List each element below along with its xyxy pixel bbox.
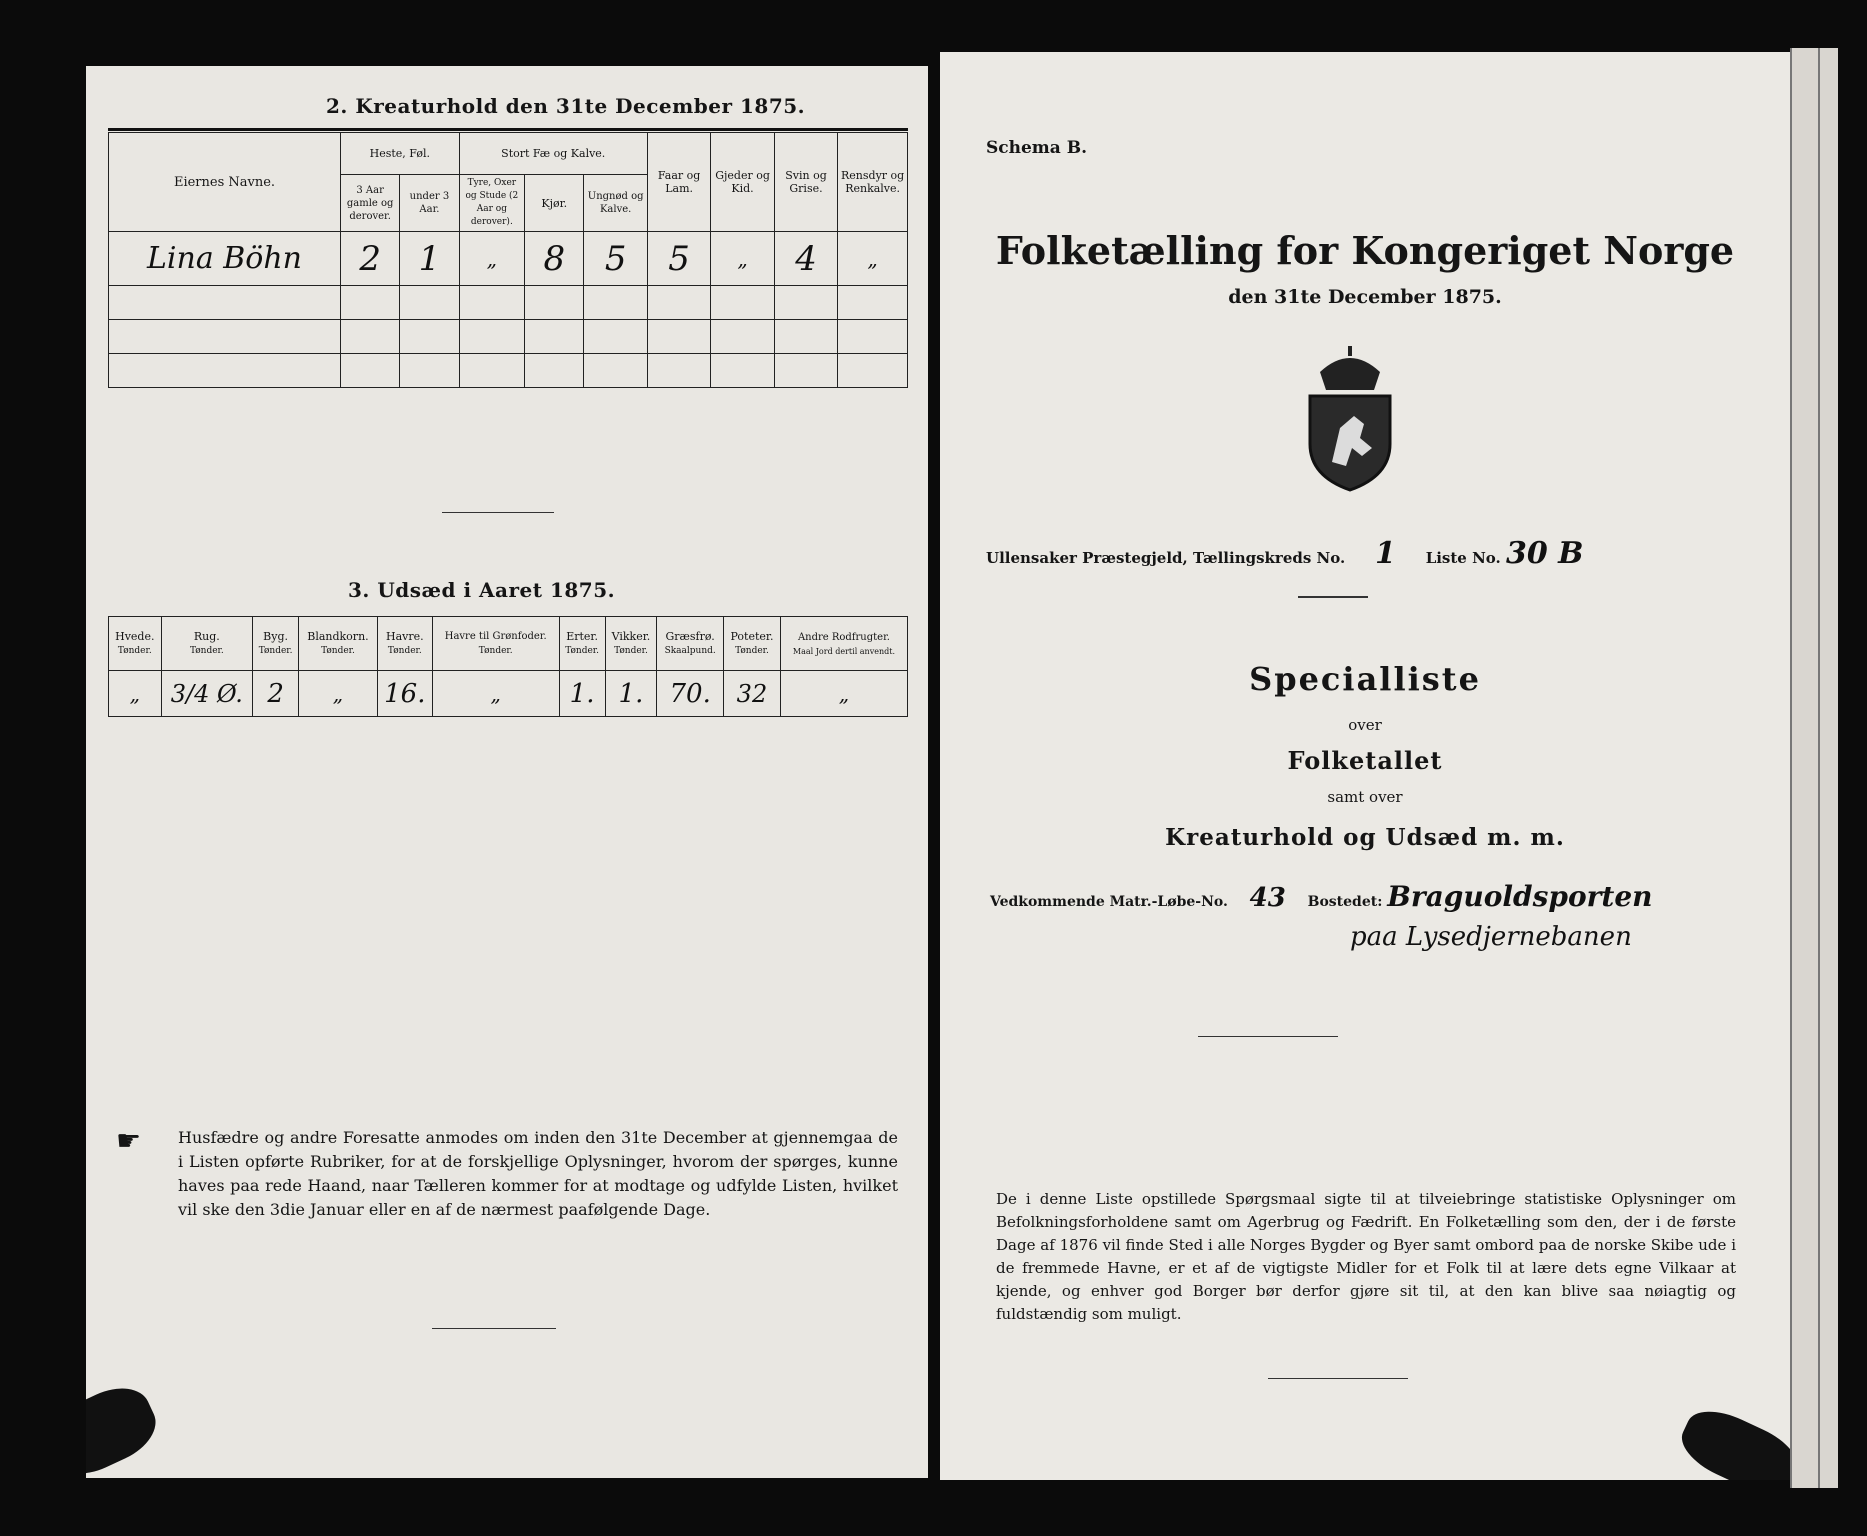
seed-value-peas: 1. bbox=[559, 671, 605, 717]
divider bbox=[108, 128, 908, 131]
seed-header-wheat: Hvede. Tønder. bbox=[109, 617, 162, 671]
seed-header-oats-fodder: Havre til Grønfoder. Tønder. bbox=[432, 617, 559, 671]
parish-name: Ullensaker Præstegjeld, bbox=[986, 549, 1188, 567]
seed-header-potatoes: Poteter. Tønder. bbox=[724, 617, 781, 671]
header-reindeer: Rensdyr og Renkalve. bbox=[838, 133, 908, 232]
subheader-bulls: Tyre, Oxer og Stude (2 Aar og derover). bbox=[459, 175, 525, 232]
bosted-value-2: paa Lysedjernebanen bbox=[1350, 922, 1632, 952]
value-bulls: „ bbox=[459, 232, 525, 286]
seed-header-oats: Havre. Tønder. bbox=[377, 617, 432, 671]
subheader-cows: Kjør. bbox=[525, 175, 584, 232]
bosted-value-1: Braguoldsporten bbox=[1387, 880, 1653, 913]
short-divider bbox=[442, 512, 554, 513]
samt-over-text: samt over bbox=[1327, 788, 1403, 806]
subheader-horses-young: under 3 Aar. bbox=[400, 175, 459, 232]
section3-title: 3. Udsæd i Aaret 1875. bbox=[348, 578, 616, 602]
right-page bbox=[940, 52, 1790, 1480]
coat-of-arms-icon bbox=[1290, 344, 1410, 494]
kreaturhold-heading: Kreaturhold og Udsæd m. m. bbox=[1165, 824, 1565, 851]
short-divider bbox=[1268, 1378, 1408, 1379]
matr-line bbox=[990, 880, 1653, 913]
subheader-calves: Ungnød og Kalve. bbox=[584, 175, 647, 232]
value-pigs: 4 bbox=[774, 232, 837, 286]
group-header-cattle: Stort Fæ og Kalve. bbox=[459, 133, 647, 175]
table-row bbox=[109, 354, 908, 388]
value-cows: 8 bbox=[525, 232, 584, 286]
seed-value-oats-fodder: „ bbox=[432, 671, 559, 717]
thumb-shadow bbox=[86, 1376, 166, 1478]
group-header-horses: Heste, Føl. bbox=[341, 133, 460, 175]
seed-header-roots: Andre Rodfrugter. Maal Jord dertil anvendt. bbox=[780, 617, 907, 671]
seed-value-vetch: 1. bbox=[605, 671, 657, 717]
value-calves: 5 bbox=[584, 232, 647, 286]
short-divider bbox=[432, 1328, 556, 1329]
seed-header-grass: Græsfrø. Skaalpund. bbox=[657, 617, 724, 671]
pointing-hand-icon: ☛ bbox=[116, 1124, 142, 1157]
subheader-horses-old: 3 Aar gamle og derover. bbox=[341, 175, 400, 232]
section2-title: 2. Kreaturhold den 31te December 1875. bbox=[326, 94, 806, 118]
header-goats: Gjeder og Kid. bbox=[711, 133, 774, 232]
seed-value-wheat: „ bbox=[109, 671, 162, 717]
specialliste-heading: Specialliste bbox=[1249, 660, 1481, 698]
district-line bbox=[986, 536, 1584, 571]
seed-header-peas: Erter. Tønder. bbox=[559, 617, 605, 671]
thumb-shadow bbox=[1673, 1399, 1790, 1480]
livestock-table bbox=[108, 132, 908, 388]
left-page bbox=[86, 66, 928, 1478]
seed-value-grass: 70. bbox=[657, 671, 724, 717]
seed-value-mixed: „ bbox=[299, 671, 378, 717]
table-row bbox=[109, 286, 908, 320]
main-title: Folketælling for Kongeriget Norge bbox=[995, 228, 1735, 273]
seed-value-roots: „ bbox=[780, 671, 907, 717]
value-goats: „ bbox=[711, 232, 774, 286]
folketallet-heading: Folketallet bbox=[1287, 746, 1443, 775]
seed-table bbox=[108, 616, 908, 717]
seed-header-vetch: Vikker. Tønder. bbox=[605, 617, 657, 671]
kreds-value: 1 bbox=[1375, 536, 1396, 571]
owner-name: Lina Böhn bbox=[109, 232, 341, 286]
subtitle: den 31te December 1875. bbox=[1228, 286, 1502, 308]
matr-value: 43 bbox=[1249, 883, 1286, 913]
header-sheep: Faar og Lam. bbox=[647, 133, 710, 232]
liste-value: 30 B bbox=[1505, 536, 1584, 571]
value-reindeer: „ bbox=[838, 232, 908, 286]
value-horses-old: 2 bbox=[341, 232, 400, 286]
seed-header-mixed: Blandkorn. Tønder. bbox=[299, 617, 378, 671]
value-sheep: 5 bbox=[647, 232, 710, 286]
liste-label: Liste No. bbox=[1425, 549, 1501, 567]
seed-value-rye: 3/4 Ø. bbox=[161, 671, 252, 717]
seed-value-potatoes: 32 bbox=[724, 671, 781, 717]
table-row bbox=[109, 320, 908, 354]
header-pigs: Svin og Grise. bbox=[774, 133, 837, 232]
notice-text: Husfædre og andre Foresatte anmodes om inden den 31te December at gjennemgaa de i Listen opførte Rubriker, for at de forskjellige Oplysninger, hvorom der spørges, kunne haves paa rede Haand, naar Tælleren kommer for at modtage og udfylde Listen, hvilket vil ske den 3die Januar eller en af de nærmest paafølgende Dage. bbox=[178, 1128, 898, 1219]
page-edge bbox=[1818, 48, 1838, 1488]
signature-line bbox=[1198, 1036, 1338, 1037]
seed-value-oats: 16. bbox=[377, 671, 432, 717]
owner-header: Eiernes Navne. bbox=[109, 133, 341, 232]
schema-label: Schema B. bbox=[986, 138, 1088, 158]
over-text: over bbox=[1348, 716, 1382, 734]
seed-value-barley: 2 bbox=[253, 671, 299, 717]
short-divider bbox=[1298, 596, 1368, 598]
seed-header-barley: Byg. Tønder. bbox=[253, 617, 299, 671]
footer-text: De i denne Liste opstillede Spørgsmaal sigte til at tilveiebringe statistiske Oplysninger om Befolkningsforholdene samt om Agerbrug og Fædrift. En Folketælling som den, der i de første Dage af 1876 vil finde Sted i alle Norges Bygder og Byer samt ombord paa de norske Skibe ude i de fremmede Havne, er et af de vigtigste Midler for et Folk til at lære dets egne Vilkaar at kjende, og enhver god Borger bør derfor gjøre sit til, at den kan blive saa nøiagtig og fuldstændig som muligt. bbox=[996, 1190, 1736, 1323]
matr-label: Vedkommende Matr.-Løbe-No. bbox=[990, 894, 1228, 910]
bosted-label: Bostedet: bbox=[1307, 894, 1383, 910]
seed-header-rye: Rug. Tønder. bbox=[161, 617, 252, 671]
kreds-label: Tællingskreds No. bbox=[1192, 549, 1346, 567]
value-horses-young: 1 bbox=[400, 232, 459, 286]
